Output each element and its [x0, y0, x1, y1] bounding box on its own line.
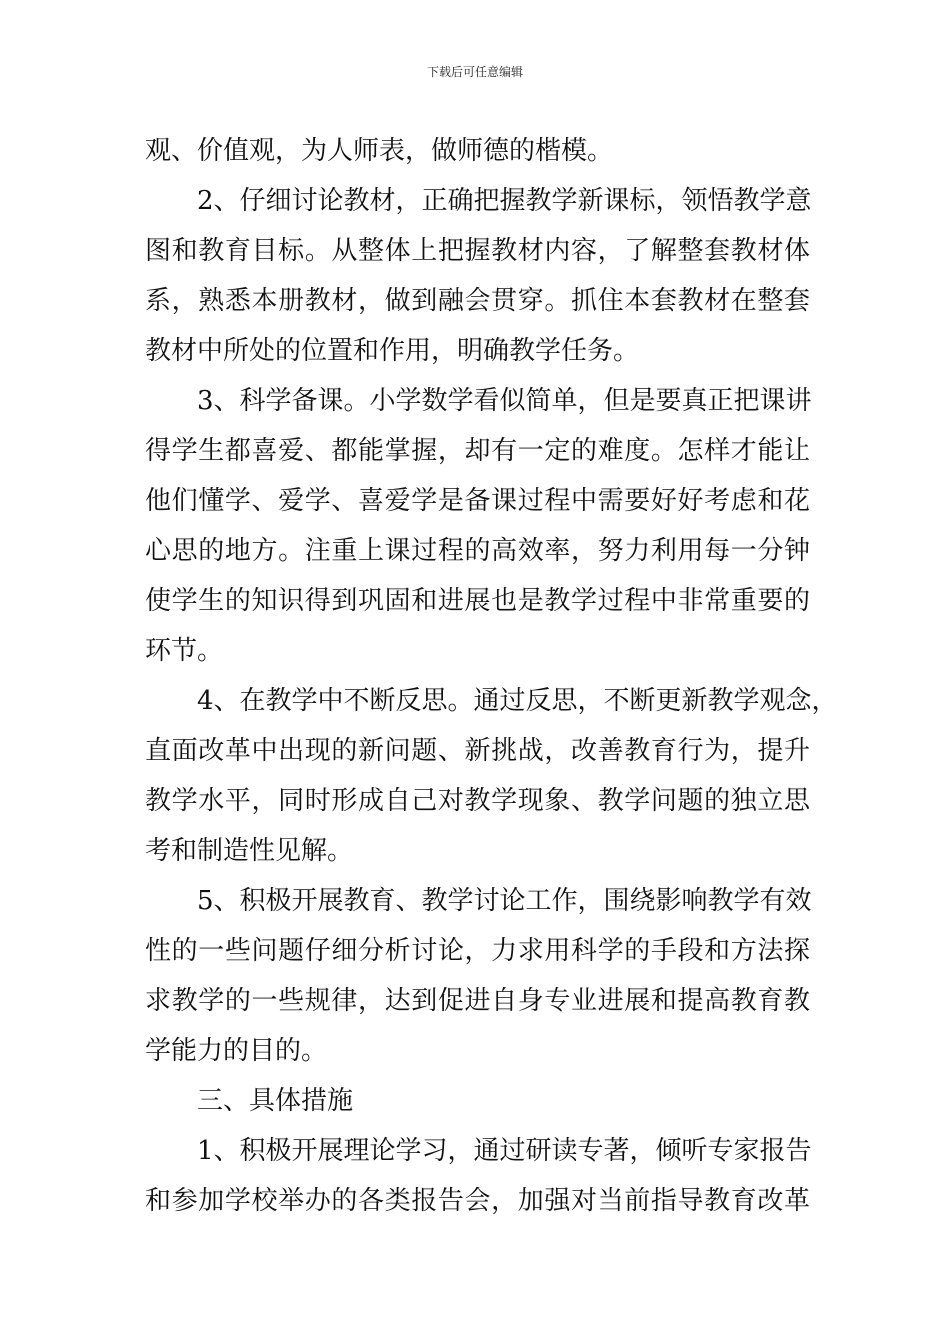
text-line: 和参加学校举办的各类报告会，加强对当前指导教育改革: [145, 1186, 810, 1216]
page-header: 下载后可任意编辑: [426, 65, 523, 79]
text-line: 性的一些问题仔细分析讨论，力求用科学的手段和方法探: [145, 936, 810, 966]
text-line: 他们懂学、爱学、喜爱学是备课过程中需要好好考虑和花: [145, 486, 810, 516]
text-line: 系，熟悉本册教材，做到融会贯穿。抓住本套教材在整套: [145, 286, 810, 316]
text-line: 4、在教学中不断反思。通过反思，不断更新教学观念，: [197, 686, 838, 716]
text-line: 图和教育目标。从整体上把握教材内容，了解整套教材体: [145, 236, 810, 266]
text-line: 2、仔细讨论教材，正确把握教学新课标，领悟教学意: [197, 186, 812, 216]
text-line: 教学水平，同时形成自己对教学现象、教学问题的独立思: [145, 786, 810, 816]
text-line: 求教学的一些规律，达到促进自身专业进展和提高教育教: [145, 986, 810, 1016]
text-line: 环节。: [145, 636, 224, 666]
text-line: 3、科学备课。小学数学看似简单，但是要真正把课讲: [197, 386, 812, 416]
document-body: [145, 126, 838, 1226]
text-line: 5、积极开展教育、教学讨论工作，围绕影响教学有效: [197, 886, 812, 916]
text-line: 心思的地方。注重上课过程的高效率，努力利用每一分钟: [145, 536, 810, 566]
text-line: 观、价值观，为人师表，做师德的楷模。: [145, 136, 614, 166]
text-line: 学能力的目的。: [145, 1036, 328, 1066]
text-line: 教材中所处的位置和作用，明确教学任务。: [145, 336, 640, 366]
text-line: 直面改革中出现的新问题、新挑战，改善教育行为，提升: [145, 736, 810, 766]
text-line: 得学生都喜爱、都能掌握，却有一定的难度。怎样才能让: [145, 436, 810, 466]
text-line: 使学生的知识得到巩固和进展也是教学过程中非常重要的: [145, 586, 810, 616]
text-line: 考和制造性见解。: [145, 836, 354, 866]
section-heading: 三、具体措施: [197, 1086, 354, 1116]
text-line: 1、积极开展理论学习，通过研读专著，倾听专家报告: [197, 1136, 812, 1166]
